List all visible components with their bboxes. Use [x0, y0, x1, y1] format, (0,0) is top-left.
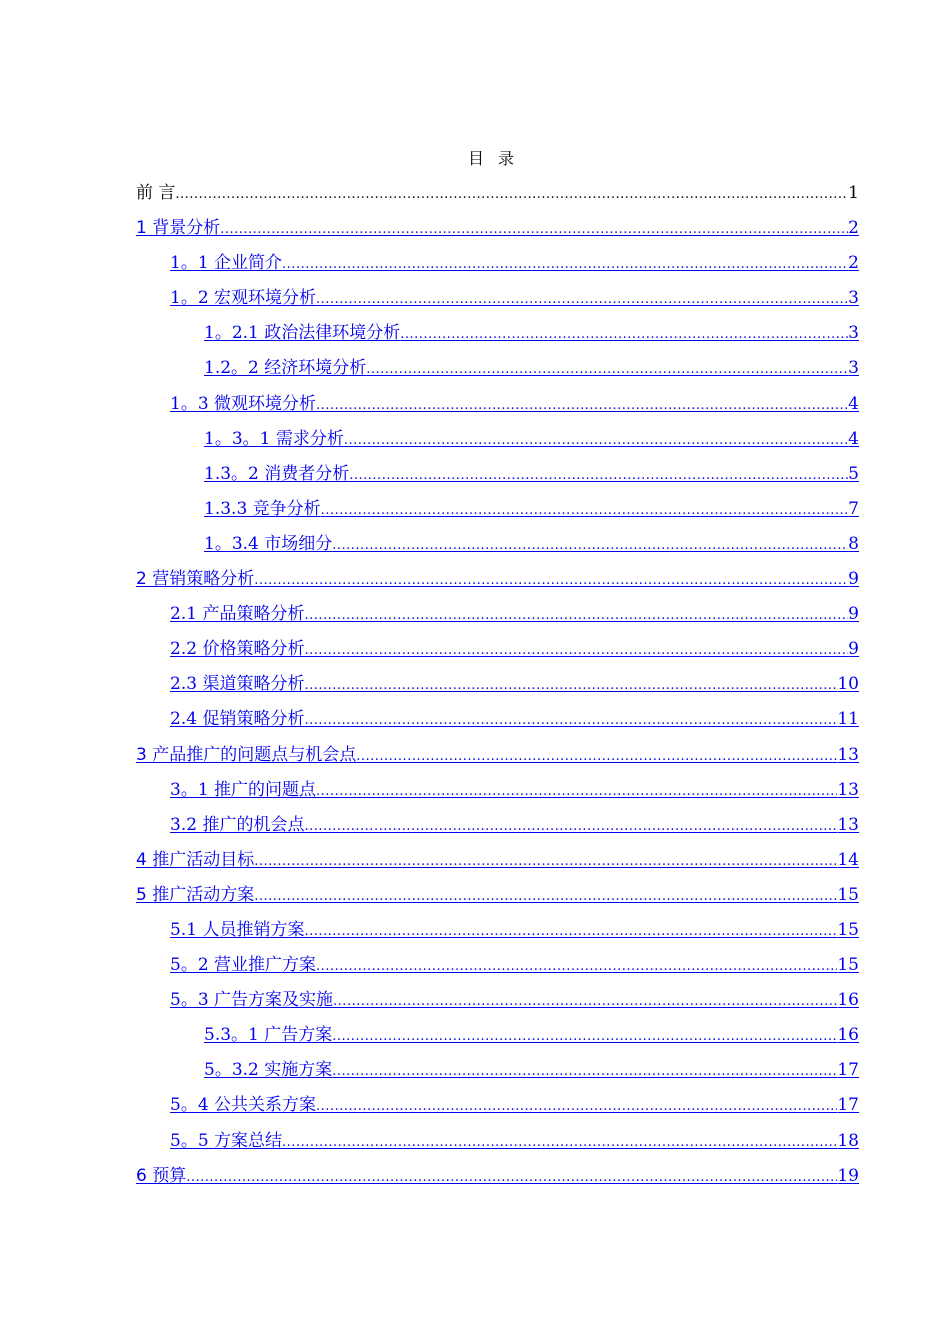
page-title: 目录 [467, 149, 528, 168]
toc-entry-page-number: 1 [848, 183, 859, 203]
toc-dot-leader [304, 668, 837, 703]
toc-dot-leader [366, 352, 848, 387]
toc-entry-label: 3 产品推广的问题点与机会点 [136, 744, 357, 765]
toc-dot-leader [316, 774, 837, 809]
toc-entry[interactable] [136, 1053, 859, 1088]
toc-entry-label: 5.3。1 广告方案 [204, 1025, 333, 1046]
toc-entry[interactable] [136, 843, 859, 878]
toc-entry[interactable] [136, 246, 859, 281]
toc-entry-page-number: 3 [848, 288, 859, 309]
toc-entry[interactable] [136, 1124, 859, 1159]
table-of-contents [136, 176, 859, 1194]
toc-entry-label: 2.1 产品策略分析 [170, 604, 305, 625]
toc-dot-leader [304, 703, 837, 738]
toc-entry-page-number: 5 [848, 463, 859, 484]
toc-entry-page-number: 9 [848, 639, 859, 660]
toc-entry[interactable] [136, 913, 859, 948]
toc-dot-leader [186, 1160, 837, 1195]
toc-entry-page-number: 9 [848, 604, 859, 625]
toc-entry-label: 1.2。2 经济环境分析 [204, 358, 367, 379]
toc-entry-page-number: 9 [848, 569, 859, 590]
toc-dot-leader [304, 914, 837, 949]
toc-dot-leader [332, 1054, 837, 1089]
toc-entry-label: 5。4 公共关系方案 [170, 1095, 317, 1116]
toc-entry[interactable] [136, 316, 859, 351]
toc-entry[interactable] [136, 808, 859, 843]
toc-entry-page-number: 16 [837, 990, 859, 1011]
toc-entry-page-number: 18 [837, 1130, 859, 1151]
toc-entry-label: 6 预算 [136, 1165, 187, 1186]
toc-dot-leader [316, 282, 848, 317]
toc-entry[interactable] [136, 387, 859, 422]
toc-dot-leader [175, 177, 848, 212]
toc-entry-page-number: 11 [837, 709, 859, 730]
toc-entry[interactable] [136, 738, 859, 773]
toc-entry-label: 3。1 推广的问题点 [170, 779, 317, 800]
toc-dot-leader [282, 1125, 837, 1160]
toc-entry-page-number: 15 [837, 955, 859, 976]
toc-entry[interactable] [136, 527, 859, 562]
toc-entry-label: 3.2 推广的机会点 [170, 814, 305, 835]
toc-entry[interactable] [136, 1018, 859, 1053]
toc-entry-page-number: 3 [848, 323, 859, 344]
toc-entry-label: 2 营销策略分析 [136, 569, 255, 590]
toc-entry[interactable] [136, 773, 859, 808]
toc-dot-leader [254, 563, 848, 598]
toc-entry-label: 1 背景分析 [136, 218, 221, 239]
toc-entry-label: 5。3 广告方案及实施 [170, 990, 334, 1011]
toc-dot-leader [304, 598, 848, 633]
toc-entry-page-number: 16 [837, 1025, 859, 1046]
toc-entry[interactable] [136, 632, 859, 667]
toc-entry[interactable] [136, 351, 859, 386]
toc-dot-leader [400, 317, 848, 352]
toc-entry-label: 1。2 宏观环境分析 [170, 288, 317, 309]
toc-dot-leader [356, 739, 837, 774]
toc-entry-label: 1。3.4 市场细分 [204, 533, 333, 554]
toc-entry-page-number: 8 [848, 533, 859, 554]
toc-entry-page-number: 4 [848, 393, 859, 414]
toc-entry[interactable] [136, 667, 859, 702]
toc-dot-leader [344, 423, 848, 458]
toc-entry-page-number: 7 [848, 498, 859, 519]
toc-entry-page-number: 2 [848, 218, 859, 239]
toc-entry-label: 1。3。1 需求分析 [204, 428, 344, 449]
toc-dot-leader [304, 633, 848, 668]
toc-entry-page-number: 14 [837, 849, 859, 870]
toc-dot-leader [316, 1089, 837, 1124]
toc-entry[interactable] [136, 562, 859, 597]
toc-entry-label: 4 推广活动目标 [136, 849, 255, 870]
toc-entry-label: 1。1 企业简介 [170, 253, 283, 274]
toc-dot-leader [332, 528, 848, 563]
toc-entry[interactable] [136, 281, 859, 316]
toc-dot-leader [254, 879, 837, 914]
toc-entry-page-number: 4 [848, 428, 859, 449]
toc-entry-page-number: 3 [848, 358, 859, 379]
toc-entry[interactable] [136, 492, 859, 527]
toc-entry-page-number: 19 [837, 1165, 859, 1186]
toc-entry-label: 5。3.2 实施方案 [204, 1060, 333, 1081]
toc-dot-leader [349, 458, 848, 493]
toc-dot-leader [304, 809, 837, 844]
toc-entry-page-number: 13 [837, 744, 859, 765]
toc-entry-label: 5。5 方案总结 [170, 1130, 283, 1151]
toc-entry[interactable] [136, 457, 859, 492]
toc-entry-label: 5 推广活动方案 [136, 884, 255, 905]
toc-entry-page-number: 17 [837, 1095, 859, 1116]
toc-entry-page-number: 15 [837, 919, 859, 940]
toc-entry [136, 176, 859, 211]
toc-dot-leader [316, 388, 848, 423]
toc-entry[interactable] [136, 422, 859, 457]
toc-entry-page-number: 17 [837, 1060, 859, 1081]
toc-entry-label: 2.4 促销策略分析 [170, 709, 305, 730]
toc-entry-label: 2.2 价格策略分析 [170, 639, 305, 660]
toc-entry[interactable] [136, 1088, 859, 1123]
toc-entry[interactable] [136, 211, 859, 246]
toc-entry-page-number: 13 [837, 779, 859, 800]
toc-entry-page-number: 15 [837, 884, 859, 905]
toc-entry-label: 2.3 渠道策略分析 [170, 674, 305, 695]
toc-entry-label: 1。2.1 政治法律环境分析 [204, 323, 401, 344]
toc-entry-page-number: 2 [848, 253, 859, 274]
toc-entry[interactable] [136, 878, 859, 913]
toc-dot-leader [333, 984, 837, 1019]
toc-entry-label: 5。2 营业推广方案 [170, 955, 317, 976]
toc-entry-page-number: 13 [837, 814, 859, 835]
toc-entry[interactable] [136, 948, 859, 983]
toc-entry-label: 5.1 人员推销方案 [170, 919, 305, 940]
toc-dot-leader [316, 949, 837, 984]
toc-dot-leader [220, 212, 848, 247]
toc-entry[interactable] [136, 1159, 859, 1194]
toc-entry-label: 前 言 [136, 183, 176, 203]
toc-entry[interactable] [136, 702, 859, 737]
toc-dot-leader [321, 493, 849, 528]
toc-entry-label: 1.3。2 消费者分析 [204, 463, 350, 484]
toc-dot-leader [254, 844, 837, 879]
toc-entry[interactable] [136, 597, 859, 632]
toc-entry-page-number: 10 [837, 674, 859, 695]
toc-dot-leader [332, 1019, 837, 1054]
toc-entry-label: 1。3 微观环境分析 [170, 393, 317, 414]
toc-dot-leader [282, 247, 848, 282]
toc-entry-label: 1.3.3 竞争分析 [204, 498, 321, 519]
toc-entry[interactable] [136, 983, 859, 1018]
